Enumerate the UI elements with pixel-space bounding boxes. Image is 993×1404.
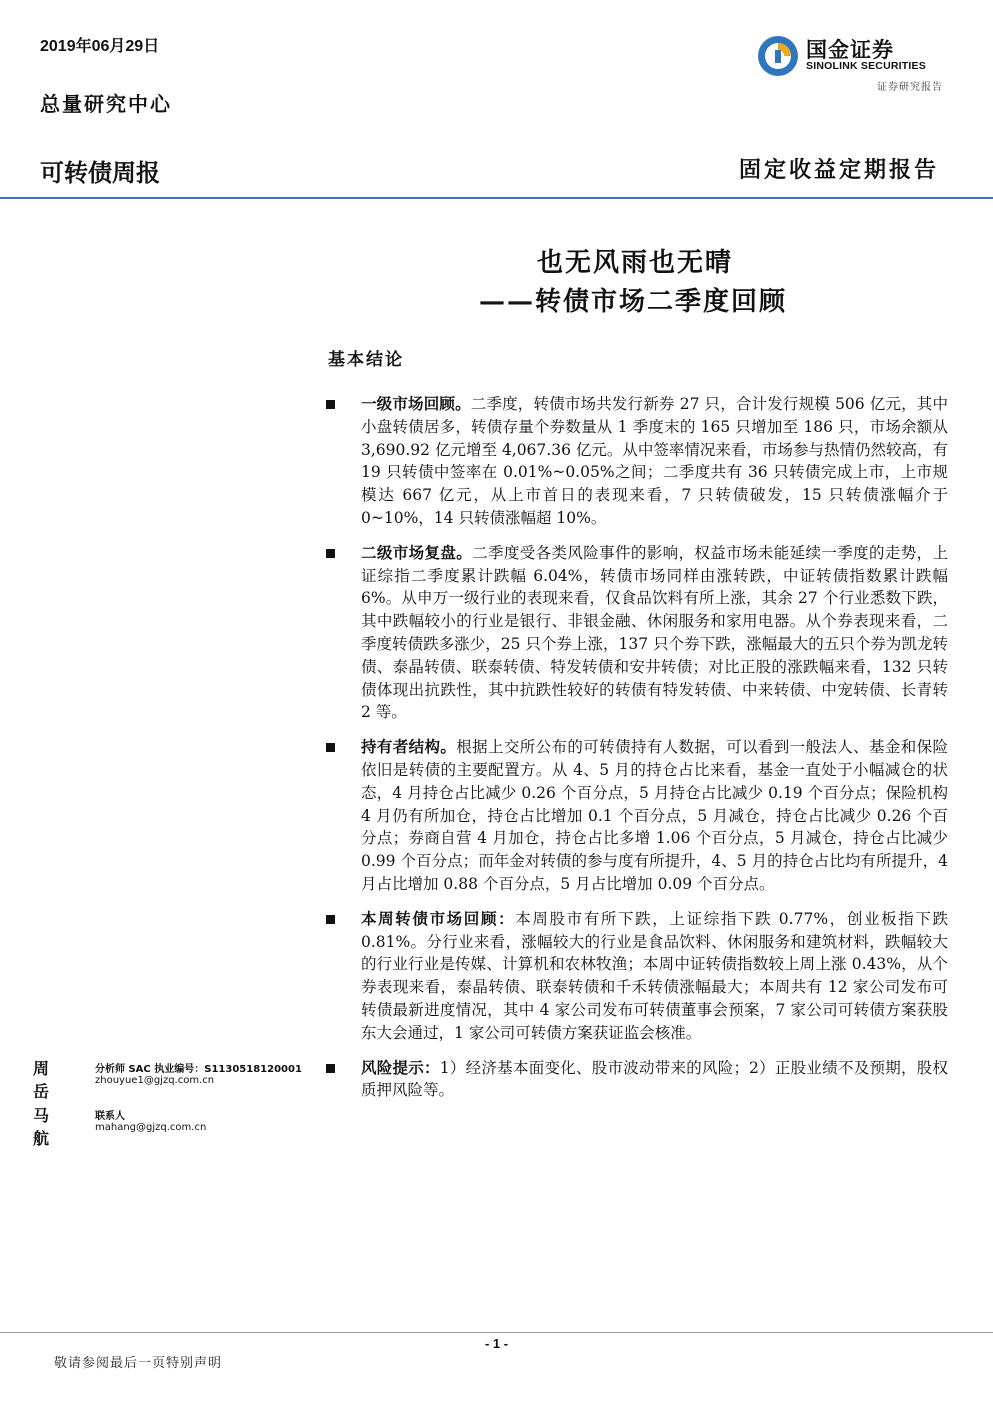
header-divider [0, 197, 993, 199]
conclusion-item [326, 908, 948, 1045]
report-type: 可转债周报 [40, 160, 160, 187]
conclusion-item [326, 542, 948, 724]
analyst-name: 马航 [33, 1106, 50, 1148]
bullet-square-icon [326, 400, 335, 409]
footer-disclaimer: 敬请参阅最后一页特别声明 [54, 1356, 223, 1371]
item-text: 本周股市有所下跌，上证综指下跌 0.77%，创业板指下跌 0.81%。分行业来看，涨幅较大的行业是食品饮料、休闲服务和建筑材料，跌幅较大的行业行业是传媒、计算机和农林牧渔；本周中证转债指数较上周上涨 0.43%，从个券表现来看，泰晶转债、联泰转债和千禾转债涨幅最大；本周共有 12 家公司发布可转债最新进度情况，其中 4 家公司发布可转债董事会预案，7 家公司可转债方案获股东大会通过，1 家公司可转债方案获证监会核准。 [361, 909, 948, 1042]
bullet-square-icon [326, 915, 335, 924]
report-title: 也无风雨也无晴 [536, 248, 733, 278]
item-lead: 二级市场复盘。 [361, 542, 473, 562]
section-heading: 基本结论 [328, 350, 404, 370]
analyst-role: 联系人 [95, 1111, 125, 1122]
footer-divider [0, 1332, 993, 1333]
report-category: 固定收益定期报告 [738, 157, 939, 183]
logo-subtitle: 证券研究报告 [877, 82, 943, 93]
item-lead: 风险提示： [361, 1057, 440, 1077]
item-text: 二季度，转债市场共发行新券 27 只，合计发行规模 506 亿元，其中小盘转债居多，转债存量个券数量从 1 季度末的 165 只增加至 186 只，市场余额从 3,690.92 亿元增至 4,067.36 亿元。从中签率情况来看，市场参与热情仍然较高，有 19 只转债中签率在 0.01%~0.05%之间；二季度共有 36 只转债完成上市，上市规模达 667 亿元，从上市首日的表现来看，7 只转债破发，15 只转债涨幅介于 0~10%，14 只转债涨幅超 10%。 [361, 395, 948, 527]
analyst-email[interactable]: mahang@gjzq.com.cn [95, 1122, 207, 1133]
conclusion-item [326, 736, 948, 896]
conclusion-list [326, 393, 948, 1114]
conclusion-item [326, 1057, 948, 1103]
conclusion-item [326, 393, 948, 530]
page-number: - 1 - [484, 1336, 509, 1351]
item-lead: 一级市场回顾。 [361, 394, 471, 413]
logo-name-cn: 国金证券 [806, 38, 894, 62]
company-logo [756, 32, 946, 80]
research-center: 总量研究中心 [40, 92, 172, 116]
item-text: 二季度受各类风险事件的影响，权益市场未能延续一季度的走势，上证综指二季度累计跌幅 6.04%，转债市场同样由涨转跌，中证转债指数累计跌幅 6%。从申万一级行业的表现来看，仅食品饮料有所上涨，其余 27 个行业悉数下跌，其中跌幅较小的行业是银行、非银金融、休闲服务和家用电器。从个券表现来看，二季度转债跌多涨少，25 只个券上涨，137 只个券下跌，涨幅最大的五只个券为凯龙转债、泰晶转债、联泰转债、特发转债和安井转债；对比正股的涨跌幅来看，132 只转债体现出抗跌性，其中抗跌性较好的转债有特发转债、中来转债、中宠转债、长青转 2 等。 [361, 543, 948, 722]
report-date: 2019年06月29日 [40, 38, 160, 55]
item-lead: 持有者结构。 [361, 737, 457, 757]
bullet-square-icon [326, 549, 335, 558]
item-lead: 本周转债市场回顾： [361, 908, 516, 928]
report-subtitle: ——转债市场二季度回顾 [478, 287, 787, 317]
bullet-square-icon [326, 1064, 335, 1073]
analyst-role: 分析师 SAC 执业编号：S1130518120001 [95, 1064, 302, 1075]
analyst-email[interactable]: zhouyue1@gjzq.com.cn [95, 1075, 215, 1086]
logo-name-en: SINOLINK SECURITIES [806, 60, 926, 72]
item-text: 根据上交所公布的可转债持有人数据，可以看到一般法人、基金和保险依旧是转债的主要配置方。从 4、5 月的持仓占比来看，基金一直处于小幅减仓的状态，4 月持仓占比减少 0.26 个百分点，5 月持仓占比减少 0.19 个百分点；保险机构 4 月仍有所加仓，持仓占比增加 0.1 个百分点，5 月减仓，持仓占比减少 0.26 个百分点；券商自营 4 月加仓，持仓占比多增 1.06 个百分点，5 月减仓，持仓占比减少 0.99 个百分点；而年金对转债的参与度有所提升，4、5 月的持仓占比均有所提升，4 月占比增加 0.88 个百分点，5 月占比增加 0.09 个百分点。 [361, 738, 948, 893]
bullet-square-icon [326, 743, 335, 752]
analyst-name: 周岳 [33, 1059, 50, 1101]
logo-mark-icon [756, 34, 800, 78]
item-text: 1）经济基本面变化、股市波动带来的风险；2）正股业绩不及预期，股权质押风险等。 [361, 1058, 948, 1100]
